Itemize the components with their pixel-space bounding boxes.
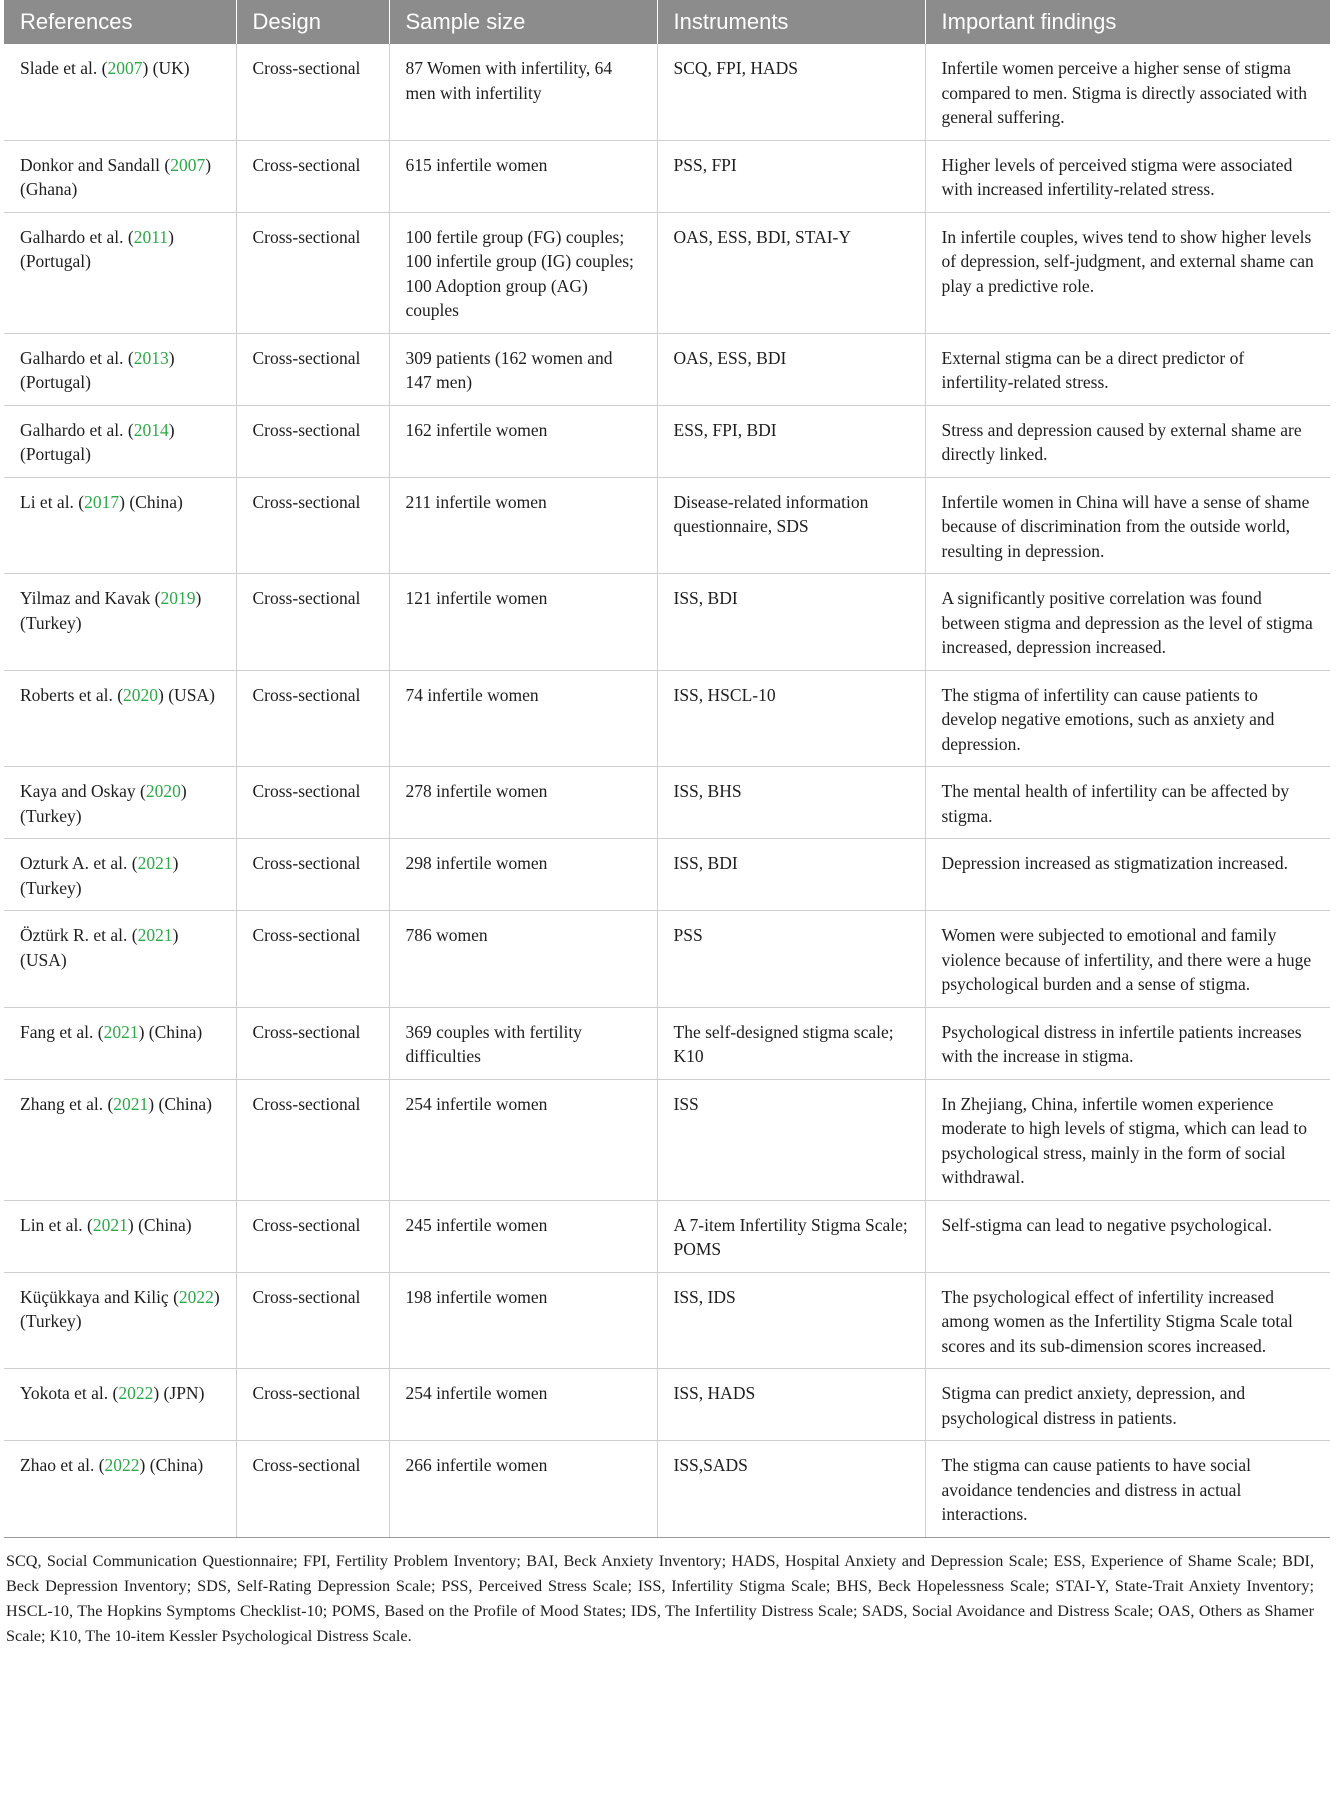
- reference-prefix: Fang et al. (: [20, 1021, 104, 1042]
- instruments-cell: ISS, HADS: [657, 1369, 925, 1441]
- reference-suffix: ) (Turkey): [20, 781, 187, 826]
- sample-size-cell: 211 infertile women: [389, 477, 657, 574]
- reference-suffix: ) (UK): [142, 58, 190, 78]
- findings-cell: Higher levels of perceived stigma were associated with increased infertility-related stress.: [925, 140, 1330, 212]
- table-row: [4, 767, 1330, 839]
- header-design: Design: [236, 0, 389, 44]
- reference-suffix: ) (Turkey): [20, 588, 202, 633]
- reference-year-link[interactable]: 2021: [137, 853, 173, 873]
- reference-year-link[interactable]: 2017: [84, 491, 120, 512]
- reference-year-link[interactable]: 2020: [145, 781, 181, 801]
- table-row: [4, 1079, 1330, 1200]
- findings-cell: In Zhejiang, China, infertile women experience moderate to high levels of stigma, which can lead to psychological stress, mainly in the form of social withdrawal.: [925, 1079, 1330, 1200]
- instruments-cell: ISS, BDI: [657, 574, 925, 671]
- design-cell: Cross-sectional: [236, 1007, 389, 1079]
- sample-size-cell: 369 couples with fertility difficulties: [389, 1007, 657, 1079]
- reference-year-link[interactable]: 2011: [133, 226, 169, 247]
- design-cell: Cross-sectional: [236, 670, 389, 767]
- instruments-cell: ISS, HSCL-10: [657, 670, 925, 767]
- reference-year-link[interactable]: 2014: [133, 419, 169, 440]
- reference-prefix: Li et al. (: [20, 491, 85, 512]
- sample-size-cell: 615 infertile women: [389, 140, 657, 212]
- table-row: [4, 1441, 1330, 1538]
- sample-size-cell: 278 infertile women: [389, 767, 657, 839]
- findings-cell: A significantly positive correlation was found between stigma and depression as the level of stigma increased, depression increased.: [925, 574, 1330, 671]
- design-cell: Cross-sectional: [236, 1272, 389, 1369]
- reference-prefix: Ozturk A. et al. (: [20, 853, 138, 873]
- sample-size-cell: 298 infertile women: [389, 839, 657, 911]
- design-cell: Cross-sectional: [236, 1441, 389, 1538]
- reference-year-link[interactable]: 2020: [123, 684, 159, 705]
- table-row: [4, 1007, 1330, 1079]
- reference-suffix: ) (USA): [20, 925, 179, 970]
- table-body: [4, 44, 1330, 1537]
- reference-cell: [4, 1369, 236, 1441]
- reference-prefix: Yokota et al. (: [20, 1383, 119, 1403]
- findings-cell: Infertile women perceive a higher sense of stigma compared to men. Stigma is directly associated with general suffering.: [925, 44, 1330, 140]
- reference-suffix: ) (China): [127, 1214, 192, 1235]
- header-sample-size: Sample size: [389, 0, 657, 44]
- reference-suffix: ) (Portugal): [20, 347, 175, 392]
- design-cell: Cross-sectional: [236, 212, 389, 333]
- studies-table: [4, 0, 1330, 1538]
- reference-cell: [4, 1007, 236, 1079]
- reference-year-link[interactable]: 2013: [133, 347, 169, 368]
- sample-size-cell: 245 infertile women: [389, 1200, 657, 1272]
- findings-cell: The stigma can cause patients to have social avoidance tendencies and distress in actual interactions.: [925, 1441, 1330, 1538]
- table-row: [4, 477, 1330, 574]
- findings-cell: The psychological effect of infertility increased among women as the Infertility Stigma Scale total scores and its sub-dimension scores increased.: [925, 1272, 1330, 1369]
- reference-cell: [4, 1441, 236, 1538]
- design-cell: Cross-sectional: [236, 1369, 389, 1441]
- design-cell: Cross-sectional: [236, 140, 389, 212]
- design-cell: Cross-sectional: [236, 1079, 389, 1200]
- findings-cell: Stigma can predict anxiety, depression, and psychological distress in patients.: [925, 1369, 1330, 1441]
- findings-cell: External stigma can be a direct predictor of infertility-related stress.: [925, 333, 1330, 405]
- header-references: References: [4, 0, 236, 44]
- design-cell: Cross-sectional: [236, 44, 389, 140]
- table-row: [4, 1200, 1330, 1272]
- sample-size-cell: 198 infertile women: [389, 1272, 657, 1369]
- sample-size-cell: 162 infertile women: [389, 405, 657, 477]
- reference-suffix: ) (China): [119, 491, 183, 512]
- reference-suffix: ) (Portugal): [20, 226, 174, 271]
- reference-suffix: ) (China): [138, 1021, 203, 1042]
- sample-size-cell: 309 patients (162 women and 147 men): [389, 333, 657, 405]
- findings-cell: Women were subjected to emotional and family violence because of infertility, and there were a huge psychological burden and a sense of stigma.: [925, 911, 1330, 1008]
- design-cell: Cross-sectional: [236, 767, 389, 839]
- findings-cell: In infertile couples, wives tend to show higher levels of depression, self-judgment, and external shame can play a predictive role.: [925, 212, 1330, 333]
- design-cell: Cross-sectional: [236, 1200, 389, 1272]
- reference-year-link[interactable]: 2021: [113, 1093, 149, 1114]
- reference-prefix: Donkor and Sandall (: [20, 154, 171, 175]
- table-row: [4, 911, 1330, 1008]
- reference-year-link[interactable]: 2022: [118, 1383, 154, 1403]
- instruments-cell: PSS, FPI: [657, 140, 925, 212]
- findings-cell: Stress and depression caused by external shame are directly linked.: [925, 405, 1330, 477]
- reference-prefix: Zhang et al. (: [20, 1093, 114, 1114]
- sample-size-cell: 121 infertile women: [389, 574, 657, 671]
- reference-suffix: ) (Turkey): [20, 1286, 220, 1331]
- instruments-cell: ISS, BDI: [657, 839, 925, 911]
- design-cell: Cross-sectional: [236, 333, 389, 405]
- reference-cell: [4, 212, 236, 333]
- sample-size-cell: 87 Women with infertility, 64 men with infertility: [389, 44, 657, 140]
- instruments-cell: OAS, ESS, BDI, STAI-Y: [657, 212, 925, 333]
- reference-cell: [4, 574, 236, 671]
- reference-year-link[interactable]: 2022: [178, 1286, 214, 1307]
- design-cell: Cross-sectional: [236, 911, 389, 1008]
- sample-size-cell: 254 infertile women: [389, 1369, 657, 1441]
- instruments-cell: ISS, IDS: [657, 1272, 925, 1369]
- table-row: [4, 140, 1330, 212]
- reference-suffix: ) (JPN): [153, 1383, 205, 1403]
- reference-cell: [4, 477, 236, 574]
- findings-cell: Self-stigma can lead to negative psychological.: [925, 1200, 1330, 1272]
- reference-prefix: Slade et al. (: [20, 58, 108, 78]
- instruments-cell: ISS,SADS: [657, 1441, 925, 1538]
- reference-prefix: Lin et al. (: [20, 1214, 93, 1235]
- instruments-cell: ISS, BHS: [657, 767, 925, 839]
- header-findings: Important findings: [925, 0, 1330, 44]
- reference-suffix: ) (USA): [158, 684, 215, 705]
- reference-year-link[interactable]: 2021: [92, 1214, 128, 1235]
- reference-suffix: ) (Portugal): [20, 419, 175, 464]
- reference-cell: [4, 333, 236, 405]
- reference-cell: [4, 839, 236, 911]
- table-footnote: SCQ, Social Communication Questionnaire; FPI, Fertility Problem Inventory; BAI, Beck Anxiety Inventory; HADS, Hospital Anxiety and Depression Scale; ESS, Experience of Shame Scale; BDI, Beck Depression Inventory; SDS, Self-Rating Depression Scale; PSS, Perceived Stress Scale; ISS, Infertility Stigma Scale; BHS, Beck Hopelessness Scale; STAI-Y, State-Trait Anxiety Inventory; HSCL-10, The Hopkins Symptoms Checklist-10; POMS, Based on the Profile of Mood States; IDS, The Infertility Distress Scale; SADS, Social Avoidance and Distress Scale; OAS, Others as Shamer Scale; K10, The 10-item Kessler Psychological Distress Scale.: [6, 1551, 1314, 1645]
- table-row: [4, 670, 1330, 767]
- reference-cell: [4, 140, 236, 212]
- findings-cell: Infertile women in China will have a sense of shame because of discrimination from the outside world, resulting in depression.: [925, 477, 1330, 574]
- reference-year-link[interactable]: 2022: [104, 1455, 140, 1475]
- sample-size-cell: 254 infertile women: [389, 1079, 657, 1200]
- reference-suffix: ) (China): [148, 1093, 212, 1114]
- reference-cell: [4, 1272, 236, 1369]
- instruments-cell: PSS: [657, 911, 925, 1008]
- instruments-cell: ISS: [657, 1079, 925, 1200]
- reference-year-link[interactable]: 2007: [107, 58, 143, 78]
- reference-prefix: Küçükkaya and Kiliç (: [20, 1286, 179, 1307]
- reference-cell: [4, 767, 236, 839]
- reference-prefix: Zhao et al. (: [20, 1455, 105, 1475]
- instruments-cell: The self-designed stigma scale; K10: [657, 1007, 925, 1079]
- reference-prefix: Galhardo et al. (: [20, 419, 134, 440]
- instruments-cell: OAS, ESS, BDI: [657, 333, 925, 405]
- table-row: [4, 212, 1330, 333]
- findings-cell: The mental health of infertility can be affected by stigma.: [925, 767, 1330, 839]
- sample-size-cell: 74 infertile women: [389, 670, 657, 767]
- table-row: [4, 839, 1330, 911]
- sample-size-cell: 786 women: [389, 911, 657, 1008]
- table-row: [4, 405, 1330, 477]
- design-cell: Cross-sectional: [236, 405, 389, 477]
- reference-year-link[interactable]: 2021: [103, 1021, 139, 1042]
- instruments-cell: SCQ, FPI, HADS: [657, 44, 925, 140]
- design-cell: Cross-sectional: [236, 477, 389, 574]
- table-row: [4, 1369, 1330, 1441]
- table-row: [4, 333, 1330, 405]
- reference-prefix: Galhardo et al. (: [20, 226, 134, 247]
- table-header: [4, 0, 1330, 44]
- reference-suffix: ) (Ghana): [20, 154, 212, 199]
- reference-suffix: ) (Turkey): [20, 853, 179, 898]
- findings-cell: Psychological distress in infertile patients increases with the increase in stigma.: [925, 1007, 1330, 1079]
- table-row: [4, 44, 1330, 140]
- design-cell: Cross-sectional: [236, 574, 389, 671]
- sample-size-cell: 100 fertile group (FG) couples; 100 infertile group (IG) couples; 100 Adoption group (AG) couples: [389, 212, 657, 333]
- sample-size-cell: 266 infertile women: [389, 1441, 657, 1538]
- reference-suffix: ) (China): [139, 1455, 204, 1475]
- reference-cell: [4, 405, 236, 477]
- reference-cell: [4, 1200, 236, 1272]
- header-row: [4, 0, 1330, 44]
- reference-cell: [4, 44, 236, 140]
- table-row: [4, 574, 1330, 671]
- reference-year-link[interactable]: 2007: [170, 154, 206, 175]
- reference-prefix: Roberts et al. (: [20, 684, 124, 705]
- findings-cell: The stigma of infertility can cause patients to develop negative emotions, such as anxiety and depression.: [925, 670, 1330, 767]
- reference-cell: [4, 670, 236, 767]
- instruments-cell: Disease-related information questionnaire, SDS: [657, 477, 925, 574]
- design-cell: Cross-sectional: [236, 839, 389, 911]
- findings-cell: Depression increased as stigmatization increased.: [925, 839, 1330, 911]
- header-instruments: Instruments: [657, 0, 925, 44]
- reference-prefix: Galhardo et al. (: [20, 347, 134, 368]
- table-row: [4, 1272, 1330, 1369]
- reference-prefix: Yilmaz and Kavak (: [20, 588, 161, 608]
- reference-cell: [4, 1079, 236, 1200]
- instruments-cell: ESS, FPI, BDI: [657, 405, 925, 477]
- reference-prefix: Kaya and Oskay (: [20, 781, 146, 801]
- reference-year-link[interactable]: 2021: [137, 925, 173, 945]
- reference-prefix: Öztürk R. et al. (: [20, 925, 138, 945]
- instruments-cell: A 7-item Infertility Stigma Scale; POMS: [657, 1200, 925, 1272]
- reference-cell: [4, 911, 236, 1008]
- reference-year-link[interactable]: 2019: [160, 588, 196, 608]
